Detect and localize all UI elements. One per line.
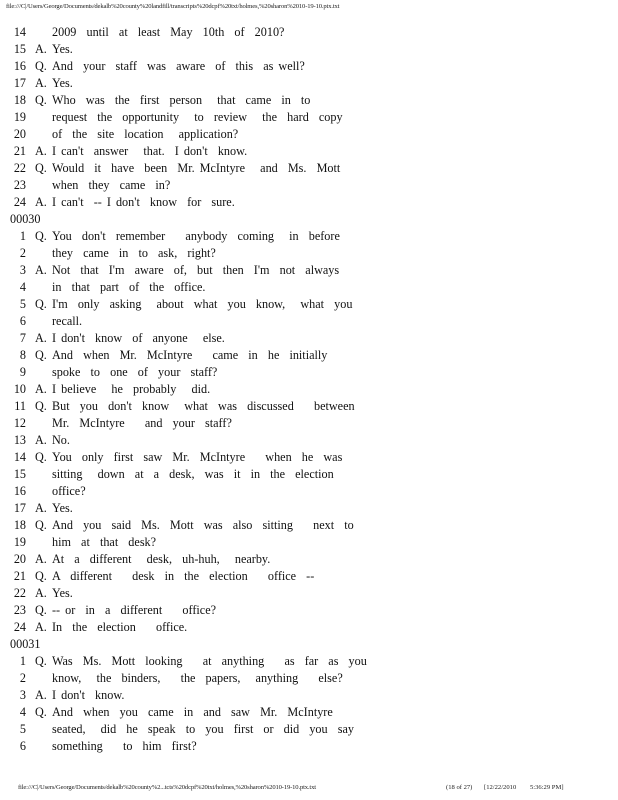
line-text: I don't know of anyone else.	[52, 331, 225, 345]
transcript-line	[0, 738, 618, 755]
footer-time: 5:36:29 PM]	[530, 784, 564, 791]
transcript-line	[0, 483, 618, 500]
transcript-line	[0, 704, 618, 721]
transcript-line	[0, 721, 618, 738]
line-number: 19	[13, 535, 26, 549]
line-number: 6	[19, 739, 26, 753]
speaker-label: Q.	[35, 93, 47, 107]
transcript-line	[0, 75, 618, 92]
transcript-line	[0, 160, 618, 177]
transcript-line	[0, 568, 618, 585]
line-number: 6	[19, 314, 26, 328]
line-number: 19	[13, 110, 26, 124]
line-number: 5	[19, 297, 26, 311]
speaker-label: A.	[35, 688, 47, 702]
transcript-line	[0, 534, 618, 551]
speaker-label: Q.	[35, 450, 47, 464]
line-number: 1	[19, 654, 26, 668]
line-number: 18	[13, 518, 26, 532]
line-number: 4	[19, 280, 26, 294]
line-number: 13	[13, 433, 26, 447]
line-text: in that part of the office.	[52, 280, 206, 294]
line-text: And your staff was aware of this as well?	[52, 59, 305, 73]
line-number: 9	[19, 365, 26, 379]
line-number: 8	[19, 348, 26, 362]
line-number: 16	[13, 484, 26, 498]
page-marker-number: 00030	[10, 212, 41, 226]
transcript-page-marker	[0, 636, 618, 653]
line-number: 15	[13, 42, 26, 56]
speaker-label: Q.	[35, 348, 47, 362]
line-text: request the opportunity to review the hard copy	[52, 110, 343, 124]
line-text: And you said Ms. Mott was also sitting next to	[52, 518, 354, 532]
transcript-line	[0, 41, 618, 58]
line-text: Who was the first person that came in to	[52, 93, 311, 107]
transcript-line	[0, 228, 618, 245]
speaker-label: Q.	[35, 705, 47, 719]
line-text: something to him first?	[52, 739, 197, 753]
transcript-line	[0, 279, 618, 296]
line-number: 10	[13, 382, 26, 396]
line-text: I can't answer that. I don't know.	[52, 144, 248, 158]
transcript-line	[0, 619, 618, 636]
line-number: 16	[13, 59, 26, 73]
transcript-page-marker	[0, 211, 618, 228]
transcript-line	[0, 500, 618, 517]
line-text: Mr. McIntyre and your staff?	[52, 416, 232, 430]
transcript-line	[0, 449, 618, 466]
line-number: 4	[19, 705, 26, 719]
line-number: 20	[13, 552, 26, 566]
speaker-label: A.	[35, 42, 47, 56]
line-text: Yes.	[52, 501, 73, 515]
speaker-label: Q.	[35, 399, 47, 413]
line-text: sitting down at a desk, was it in the election	[52, 467, 334, 481]
line-text: And when Mr. McIntyre came in he initially	[52, 348, 328, 362]
line-text: You only first saw Mr. McIntyre when he was	[52, 450, 343, 464]
speaker-label: A.	[35, 76, 47, 90]
line-number: 11	[14, 399, 26, 413]
transcript-line	[0, 551, 618, 568]
speaker-label: A.	[35, 331, 47, 345]
transcript-line	[0, 432, 618, 449]
transcript-line	[0, 670, 618, 687]
speaker-label: Q.	[35, 297, 47, 311]
line-number: 22	[13, 161, 26, 175]
line-number: 17	[13, 501, 26, 515]
line-text: I don't know.	[52, 688, 125, 702]
line-number: 2	[19, 246, 26, 260]
line-number: 20	[13, 127, 26, 141]
speaker-label: A.	[35, 552, 47, 566]
transcript-line	[0, 177, 618, 194]
document-file-path: file:///C|/Users/George/Documents/dekalb%20county%20landfill/transcripts%20dcpf%20txt/holmes,%20sharon%2010-19-10.ptx.txt	[6, 3, 340, 10]
line-text: But you don't know what was discussed between	[52, 399, 355, 413]
line-number: 5	[19, 722, 26, 736]
speaker-label: Q.	[35, 654, 47, 668]
line-text: Not that I'm aware of, but then I'm not always	[52, 263, 340, 277]
line-number: 7	[19, 331, 26, 345]
line-number: 14	[13, 450, 26, 464]
line-number: 18	[13, 93, 26, 107]
transcript-line	[0, 24, 618, 41]
line-text: Yes.	[52, 42, 73, 56]
line-text: when they came in?	[52, 178, 171, 192]
transcript-line	[0, 687, 618, 704]
footer-date: [12/22/2010	[484, 784, 517, 791]
line-text: And when you came in and saw Mr. McIntyre	[52, 705, 333, 719]
transcript-line	[0, 364, 618, 381]
transcript-line	[0, 313, 618, 330]
transcript-line	[0, 262, 618, 279]
transcript-line	[0, 415, 618, 432]
transcript-line	[0, 58, 618, 75]
speaker-label: Q.	[35, 161, 47, 175]
line-number: 23	[13, 178, 26, 192]
speaker-label: Q.	[35, 229, 47, 243]
transcript-line	[0, 347, 618, 364]
line-text: him at that desk?	[52, 535, 157, 549]
line-number: 3	[19, 688, 26, 702]
line-text: No.	[52, 433, 70, 447]
line-text: In the election office.	[52, 620, 188, 634]
speaker-label: Q.	[35, 59, 47, 73]
line-number: 1	[19, 229, 26, 243]
speaker-label: A.	[35, 501, 47, 515]
speaker-label: A.	[35, 382, 47, 396]
line-text: I can't -- I don't know for sure.	[52, 195, 235, 209]
line-number: 21	[13, 569, 26, 583]
line-text: office?	[52, 484, 86, 498]
transcript-line	[0, 602, 618, 619]
footer-page-number: (18 of 27)	[446, 784, 473, 791]
line-number: 23	[13, 603, 26, 617]
line-text: Yes.	[52, 586, 73, 600]
line-number: 22	[13, 586, 26, 600]
speaker-label: A.	[35, 586, 47, 600]
line-text: Would it have been Mr. McIntyre and Ms. Mott	[52, 161, 341, 175]
speaker-label: Q.	[35, 518, 47, 532]
line-text: Yes.	[52, 76, 73, 90]
line-text: Was Ms. Mott looking at anything as far as you	[52, 654, 367, 668]
speaker-label: A.	[35, 620, 47, 634]
line-text: At a different desk, uh-huh, nearby.	[52, 552, 271, 566]
transcript-line	[0, 517, 618, 534]
transcript-line	[0, 194, 618, 211]
line-number: 24	[13, 195, 26, 209]
line-number: 2	[19, 671, 26, 685]
line-text: You don't remember anybody coming in before	[52, 229, 340, 243]
transcript-line	[0, 330, 618, 347]
line-text: recall.	[52, 314, 83, 328]
transcript-line	[0, 296, 618, 313]
speaker-label: A.	[35, 433, 47, 447]
speaker-label: A.	[35, 263, 47, 277]
line-text: they came in to ask, right?	[52, 246, 216, 260]
transcript-body	[0, 24, 618, 755]
transcript-line	[0, 143, 618, 160]
line-text: I'm only asking about what you know, what you	[52, 297, 353, 311]
line-number: 21	[13, 144, 26, 158]
page-marker-number: 00031	[10, 637, 41, 651]
transcript-line	[0, 92, 618, 109]
line-number: 24	[13, 620, 26, 634]
transcript-line	[0, 381, 618, 398]
line-text: of the site location application?	[52, 127, 239, 141]
line-number: 15	[13, 467, 26, 481]
speaker-label: A.	[35, 195, 47, 209]
transcript-line	[0, 398, 618, 415]
transcript-line	[0, 585, 618, 602]
line-number: 3	[19, 263, 26, 277]
line-text: spoke to one of your staff?	[52, 365, 218, 379]
footer-file-path: file:///C|/Users/George/Documents/dekalb%20county%2...tcts%20dcpf%20txt/holmes,%20sharon%2010-19-10.ptx.txt	[18, 784, 316, 791]
transcript-line	[0, 245, 618, 262]
line-text: I believe he probably did.	[52, 382, 211, 396]
speaker-label: Q.	[35, 569, 47, 583]
line-text: know, the binders, the papers, anything else?	[52, 671, 343, 685]
speaker-label: A.	[35, 144, 47, 158]
line-number: 12	[13, 416, 26, 430]
line-text: seated, did he speak to you first or did you say	[52, 722, 354, 736]
speaker-label: Q.	[35, 603, 47, 617]
line-number: 14	[13, 25, 26, 39]
transcript-line	[0, 466, 618, 483]
line-text: A different desk in the election office --	[52, 569, 315, 583]
transcript-line	[0, 653, 618, 670]
transcript-line	[0, 126, 618, 143]
line-text: -- or in a different office?	[52, 603, 217, 617]
transcript-line	[0, 109, 618, 126]
line-text: 2009 until at least May 10th of 2010?	[52, 25, 285, 39]
line-number: 17	[13, 76, 26, 90]
